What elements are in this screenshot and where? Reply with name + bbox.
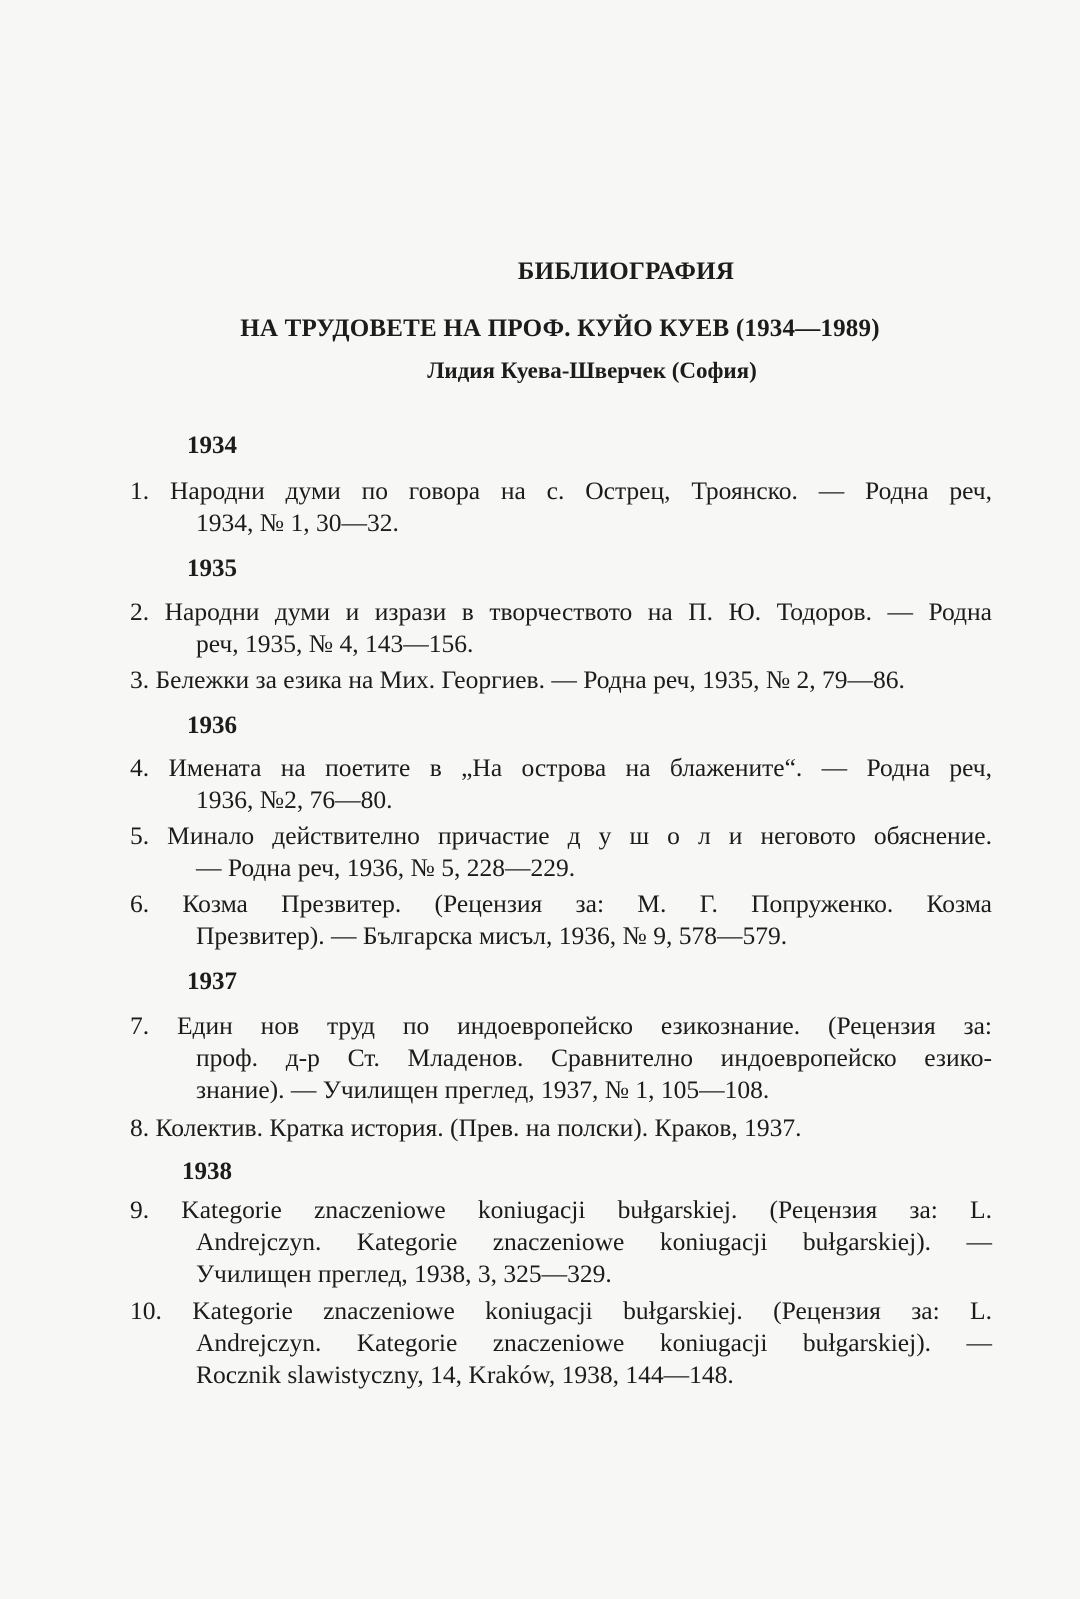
entry-first-line: 2. Народни думи и изрази в творчеството на П. Ю. Тодоров. — Родна — [130, 597, 992, 626]
entry-first-line: 5. Минало действително причастие д у ш о л и неговото обяснение. — [130, 821, 992, 850]
entry-first-line: 9. Kategorie znaczeniowe koniugacji bułgarskiej. (Рецензия за: L. — [130, 1195, 992, 1224]
entry-continuation: Andrejczyn. Kategorie znaczeniowe koniugacji bułgarskiej). — — [196, 1328, 992, 1357]
year-heading: 1935 — [187, 555, 237, 582]
author-line: Лидия Куева-Шверчек (София) — [427, 358, 757, 383]
entry-continuation: Rocznik slawistyczny, 14, Kraków, 1938, 144—148. — [196, 1360, 734, 1389]
entry-first-line: 7. Един нов труд по индоевропейско езикознание. (Рецензия за: — [130, 1011, 992, 1040]
entry-first-line: 1. Народни думи по говора на с. Острец, Троянско. — Родна реч, — [130, 476, 992, 505]
bibliography-entry — [130, 1010, 992, 1106]
entry-continuation: проф. д-р Ст. Младенов. Сравнително индоевропейско езико- — [196, 1043, 992, 1072]
entry-continuation: Andrejczyn. Kategorie znaczeniowe koniugacji bułgarskiej). — — [196, 1227, 992, 1256]
bibliography-entry — [130, 1194, 992, 1290]
bibliography-entry — [130, 475, 992, 539]
entry-continuation: Училищен преглед, 1938, 3, 325—329. — [196, 1259, 612, 1288]
bibliography-entry — [130, 888, 992, 952]
entry-first-line: 10. Kategorie znaczeniowe koniugacji bułgarskiej. (Рецензия за: L. — [130, 1296, 992, 1325]
entry-first-line: 8. Колектив. Кратка история. (Прев. на полски). Краков, 1937. — [130, 1113, 802, 1142]
year-heading: 1938 — [182, 1158, 232, 1185]
entry-continuation: реч, 1935, № 4, 143—156. — [196, 629, 474, 658]
year-heading: 1937 — [187, 968, 237, 995]
bibliography-subtitle: НА ТРУДОВЕТЕ НА ПРОФ. КУЙО КУЕВ (1934—1989) — [240, 315, 880, 342]
entry-continuation: 1934, № 1, 30—32. — [196, 508, 399, 537]
entry-first-line: 6. Козма Презвитер. (Рецензия за: М. Г. Попруженко. Козма — [130, 889, 992, 918]
entry-continuation: Презвитер). — Българска мисъл, 1936, № 9, 578—579. — [196, 921, 788, 950]
bibliography-entry — [130, 664, 992, 696]
entry-first-line: 4. Имената на поетите в „На острова на блажените“. — Родна реч, — [130, 753, 992, 782]
entry-continuation: знание). — Училищен преглед, 1937, № 1, 105—108. — [196, 1075, 770, 1104]
entry-continuation: — Родна реч, 1936, № 5, 228—229. — [196, 853, 576, 882]
bibliography-entry — [130, 752, 992, 816]
entry-first-line: 3. Бележки за езика на Мих. Георгиев. — Родна реч, 1935, № 2, 79—86. — [130, 665, 905, 694]
bibliography-entry — [130, 820, 992, 884]
bibliography-entry — [130, 596, 992, 660]
bibliography-entry — [130, 1295, 992, 1391]
entry-continuation: 1936, №2, 76—80. — [196, 785, 393, 814]
year-heading: 1936 — [187, 712, 237, 739]
bibliography-title: БИБЛИОГРАФИЯ — [517, 258, 735, 285]
bibliography-entry — [130, 1112, 992, 1144]
year-heading: 1934 — [187, 432, 237, 459]
